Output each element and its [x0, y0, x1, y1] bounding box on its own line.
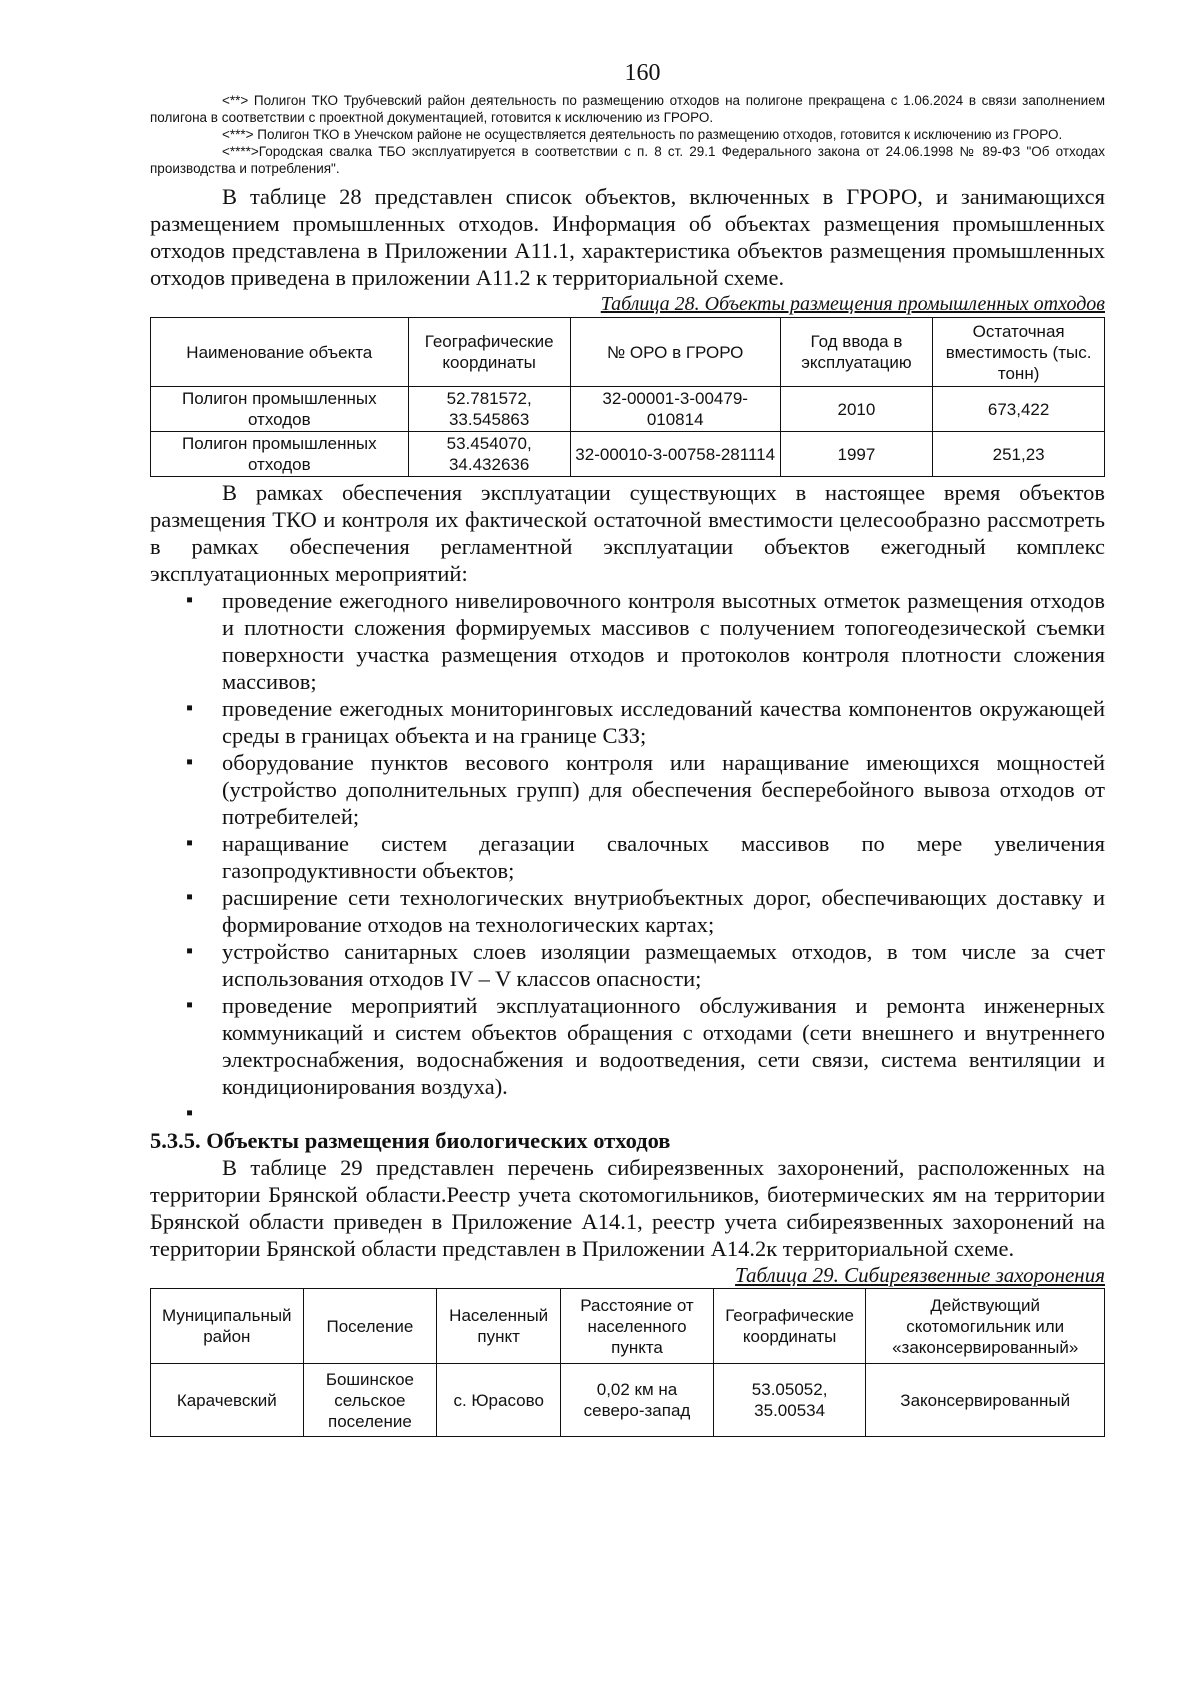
table29-caption: Таблица 29. Сибиреязвенные захоронения: [735, 1263, 1105, 1287]
paragraph-table29-intro: В таблице 29 представлен перечень сибиреязвенных захоронений, расположенных на территории Брянской области.Реестр учета скотомогильников, биотермических ям на территории Брянской области приведен в Приложение А14.1, реестр учета сибиреязвенных захоронений на территории Брянской области представлен в Приложении А14.2к территориальной схеме.: [150, 1155, 1105, 1261]
list-item: ▪ проведение мероприятий эксплуатационного обслуживания и ремонта инженерных коммуникаций и систем объектов обращения с отходами (сети внешнего и внутреннего электроснабжения, водоснабжения и водоотведения, сети связи, система вентиляции и кондиционирования воздуха).: [150, 992, 1105, 1100]
table-row: [151, 387, 1105, 432]
table-cell: Полигон промышленных отходов: [151, 387, 409, 432]
table-header-cell: Географические координаты: [713, 1289, 866, 1364]
table-header-cell: Географические координаты: [408, 318, 570, 387]
table-header-cell: Остаточная вместимость (тыс. тонн): [933, 318, 1105, 387]
table-header-cell: Поселение: [303, 1289, 437, 1364]
footnote-1: [150, 92, 1105, 126]
table-header-row: [151, 318, 1105, 387]
table-cell: Карачевский: [151, 1364, 304, 1437]
table-row: [151, 1364, 1105, 1437]
footnote-1-text: <**> Полигон ТКО Трубчевский район деятельность по размещению отходов на полигоне прекращена с 1.06.2024 в связи заполнением полигона в соответствии с проектной документацией, готовится к исключению из ГРОРО.: [150, 93, 1105, 125]
table-28: [150, 317, 1105, 477]
table-cell: 673,422: [933, 387, 1105, 432]
footnote-2-text: <***> Полигон ТКО в Унечском районе не осуществляется деятельность по размещению отходов, готовится к исключению из ГРОРО.: [222, 127, 1063, 142]
table-cell: 2010: [780, 387, 933, 432]
table-cell: 53.454070, 34.432636: [408, 432, 570, 477]
list-item: ▪ проведение ежегодного нивелировочного контроля высотных отметок размещения отходов и плотности сложения формируемых массивов с получением топогеодезической съемки поверхности участка размещения отходов и протоколов контроля плотности сложения массивов;: [150, 587, 1105, 695]
table-cell: 53.05052, 35.00534: [713, 1364, 866, 1437]
page-number: 160: [624, 60, 661, 86]
table-header-cell: № ОРО в ГРОРО: [570, 318, 780, 387]
list-item: ▪ устройство санитарных слоев изоляции размещаемых отходов, в том числе за счет использования отходов IV – V классов опасности;: [150, 938, 1105, 992]
table-cell: Законсервированный: [866, 1364, 1105, 1437]
table-cell: 32-00010-3-00758-281114: [570, 432, 780, 477]
list-item-empty: [150, 1100, 1105, 1127]
table-header-cell: Год ввода в эксплуатацию: [780, 318, 933, 387]
table-cell: 251,23: [933, 432, 1105, 477]
bullet-list: [150, 587, 1105, 1127]
table28-caption: Таблица 28. Объекты размещения промышленных отходов: [600, 293, 1105, 315]
table-cell: Бошинское сельское поселение: [303, 1364, 437, 1437]
footnote-3-text: <****>Городская свалка ТБО эксплуатируется в соответствии с п. 8 ст. 29.1 Федерального закона от 24.06.1998 № 89-ФЗ "Об отходах производства и потребления".: [150, 144, 1105, 176]
table-29: [150, 1288, 1105, 1437]
table-header-row: [151, 1289, 1105, 1364]
table-header-cell: Действующий скотомогильник или «законсервированный»: [866, 1289, 1105, 1364]
document-page: [150, 60, 1105, 1437]
list-item: ▪ наращивание систем дегазации свалочных массивов по мере увеличения газопродуктивности объектов;: [150, 830, 1105, 884]
table-header-cell: Населенный пункт: [437, 1289, 561, 1364]
table-cell: 0,02 км на северо-запад: [561, 1364, 714, 1437]
list-item: ▪ оборудование пунктов весового контроля или наращивание имеющихся мощностей (устройство дополнительных групп) для обеспечения бесперебойного вывоза отходов от потребителей;: [150, 749, 1105, 830]
section-title: 5.3.5. Объекты размещения биологических отходов: [150, 1128, 671, 1153]
table-cell: с. Юрасово: [437, 1364, 561, 1437]
table-header-cell: Расстояние от населенного пункта: [561, 1289, 714, 1364]
paragraph-table28-intro: В таблице 28 представлен список объектов, включенных в ГРОРО, и занимающихся размещением промышленных отходов. Информация об объектах размещения промышленных отходов представлена в Приложении А11.1, характеристика объектов размещения промышленных отходов приведена в приложении А11.2 к территориальной схеме.: [150, 184, 1105, 290]
list-item: ▪ расширение сети технологических внутриобъектных дорог, обеспечивающих доставку и формирование отходов на технологических картах;: [150, 884, 1105, 938]
footnote-2: [150, 126, 1105, 143]
footnote-3: [150, 143, 1105, 177]
table-cell: 32-00001-3-00479-010814: [570, 387, 780, 432]
list-item: ▪ проведение ежегодных мониторинговых исследований качества компонентов окружающей среды в границах объекта и на границе СЗЗ;: [150, 695, 1105, 749]
table-header-cell: Наименование объекта: [151, 318, 409, 387]
table-header-cell: Муниципальный район: [151, 1289, 304, 1364]
table-cell: 1997: [780, 432, 933, 477]
table-cell: 52.781572, 33.545863: [408, 387, 570, 432]
paragraph-operation: В рамках обеспечения эксплуатации существующих в настоящее время объектов размещения ТКО и контроля их фактической остаточной вместимости целесообразно рассмотреть в рамках обеспечения регламентной эксплуатации объектов ежегодный комплекс эксплуатационных мероприятий:: [150, 480, 1105, 586]
table-row: [151, 432, 1105, 477]
table-cell: Полигон промышленных отходов: [151, 432, 409, 477]
